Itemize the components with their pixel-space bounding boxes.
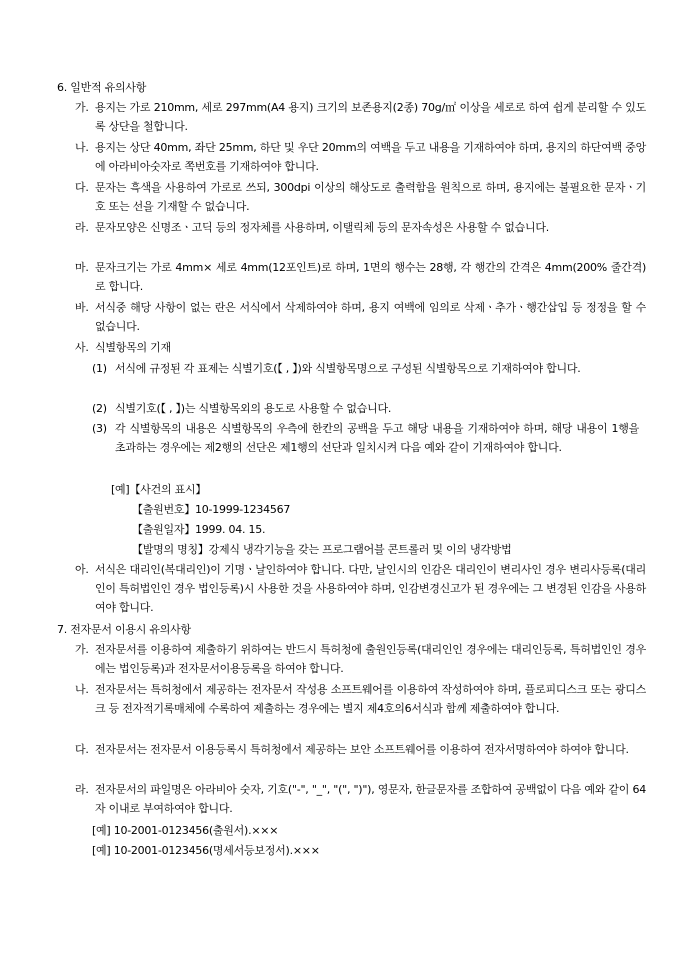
sub-list-item bbox=[92, 419, 639, 457]
item-text: 식별항목의 기재 bbox=[95, 341, 171, 354]
item-text: 문자모양은 신명조ㆍ고딕 등의 정자체를 사용하며, 이탤릭체 등의 문자속성은 사용할 수 없습니다. bbox=[95, 221, 549, 234]
sub-item-text: 서식에 규정된 각 표제는 식별기호(【 , 】)와 식별항목명으로 구성된 식별항목으로 기재하여야 합니다. bbox=[115, 362, 581, 375]
list-item bbox=[75, 98, 646, 136]
item-number: 바. bbox=[75, 301, 89, 314]
sub-item-text: 식별기호(【 , 】)는 식별항목외의 용도로 사용할 수 없습니다. bbox=[115, 402, 392, 415]
list-item bbox=[75, 138, 646, 176]
list-item bbox=[75, 338, 646, 357]
list-item bbox=[75, 680, 646, 718]
item-number: 사. bbox=[75, 341, 89, 354]
item-number: 마. bbox=[75, 261, 89, 274]
example-line: 【출원번호】10-1999-1234567 bbox=[132, 503, 291, 516]
sub-list-item bbox=[92, 399, 639, 418]
item-text: 용지는 상단 40mm, 좌단 25mm, 하단 및 우단 20mm의 여백을 두고 내용을 기재하여야 하며, 용지의 하단여백 중앙에 아라비아숫자로 쪽번호를 기재하여야 합니다. bbox=[95, 141, 646, 174]
list-item bbox=[75, 298, 646, 336]
item-text: 서식중 해당 사항이 없는 란은 서식에서 삭제하여야 하며, 용지 여백에 임의로 삭제ㆍ추가ㆍ행간삽입 등 정정을 할 수 없습니다. bbox=[95, 301, 646, 334]
sub-item-number: (3) bbox=[92, 422, 107, 435]
sub-item-number: (1) bbox=[92, 362, 107, 375]
item-number: 다. bbox=[75, 743, 89, 756]
item-text: 서식은 대리인(복대리인)이 기명ㆍ날인하여야 합니다. 다만, 날인시의 인감은 대리인이 변리사인 경우 변리사등록(대리인이 특허법인인 경우 법인등록)시 사용한 것을 사용하여야 하며, 인감변경신고가 된 경우에는 그 변경된 인감을 사용하여야 합니다. bbox=[95, 563, 646, 615]
item-text: 전자문서의 파일명은 아라비아 숫자, 기호("-", "_", "(", ")"), 영문자, 한글문자를 조합하여 공백없이 다음 예와 같이 64자 이내로 부여하여야 합니다. bbox=[95, 783, 646, 816]
list-item bbox=[75, 178, 646, 216]
item-number: 나. bbox=[75, 141, 89, 154]
example-line: 【발명의 명칭】강제식 냉각기능을 갖는 프로그램어블 콘트롤러 및 이의 냉각방법 bbox=[132, 543, 512, 556]
list-item bbox=[75, 560, 646, 618]
list-item bbox=[75, 640, 646, 678]
item-text: 전자문서는 특허청에서 제공하는 전자문서 작성용 소프트웨어를 이용하여 작성하여야 하며, 플로피디스크 또는 광디스크 등 전자적기록매체에 수록하여 제출하는 경우에는 별지 제4호의6서식과 함께 제출하여야 합니다. bbox=[95, 683, 646, 716]
example-heading: [예]【사건의 표시】 bbox=[111, 483, 207, 496]
sub-item-number: (2) bbox=[92, 402, 107, 415]
example-line: [예] 10-2001-0123456(출원서).××× bbox=[92, 824, 279, 837]
item-number: 가. bbox=[75, 643, 89, 656]
item-number: 라. bbox=[75, 221, 89, 234]
item-number: 가. bbox=[75, 101, 89, 114]
item-number: 아. bbox=[75, 563, 89, 576]
section-7-title: 7. 전자문서 이용시 유의사항 bbox=[57, 623, 191, 636]
section-6-title: 6. 일반적 유의사항 bbox=[57, 81, 147, 94]
example-line: [예] 10-2001-0123456(명세서등보정서).××× bbox=[92, 844, 320, 857]
item-number: 다. bbox=[75, 181, 89, 194]
sub-list-item bbox=[92, 359, 639, 378]
example-line: 【출원일자】1999. 04. 15. bbox=[132, 523, 266, 536]
list-item bbox=[75, 740, 646, 759]
item-text: 용지는 가로 210mm, 세로 297mm(A4 용지) 크기의 보존용지(2종) 70g/㎡ 이상을 세로로 하여 쉽게 분리할 수 있도록 상단을 철합니다. bbox=[95, 101, 646, 134]
item-number: 나. bbox=[75, 683, 89, 696]
item-text: 전자문서는 전자문서 이용등록시 특허청에서 제공하는 보안 소프트웨어를 이용하여 전자서명하여야 하여야 합니다. bbox=[95, 743, 629, 756]
list-item bbox=[75, 780, 646, 818]
item-text: 전자문서를 이용하여 제출하기 위하여는 반드시 특허청에 출원인등록(대리인인 경우에는 대리인등록, 특허법인인 경우에는 법인등록)과 전자문서이용등록을 하여야 합니다. bbox=[95, 643, 646, 676]
sub-item-text: 각 식별항목의 내용은 식별항목의 우측에 한칸의 공백을 두고 해당 내용을 기재하여야 하며, 해당 내용이 1행을 초과하는 경우에는 제2행의 선단은 제1행의 선단과 일치시켜 다음 예와 같이 기재하여야 합니다. bbox=[115, 422, 639, 455]
item-text: 문자는 흑색을 사용하여 가로로 쓰되, 300dpi 이상의 해상도로 출력함을 원칙으로 하며, 용지에는 불필요한 문자ㆍ기호 또는 선을 기재할 수 없습니다. bbox=[95, 181, 646, 214]
item-number: 라. bbox=[75, 783, 89, 796]
item-text: 문자크기는 가로 4mm× 세로 4mm(12포인트)로 하며, 1면의 행수는 28행, 각 행간의 간격은 4mm(200% 줄간격)로 합니다. bbox=[95, 261, 646, 294]
list-item bbox=[75, 218, 646, 237]
list-item bbox=[75, 258, 646, 296]
